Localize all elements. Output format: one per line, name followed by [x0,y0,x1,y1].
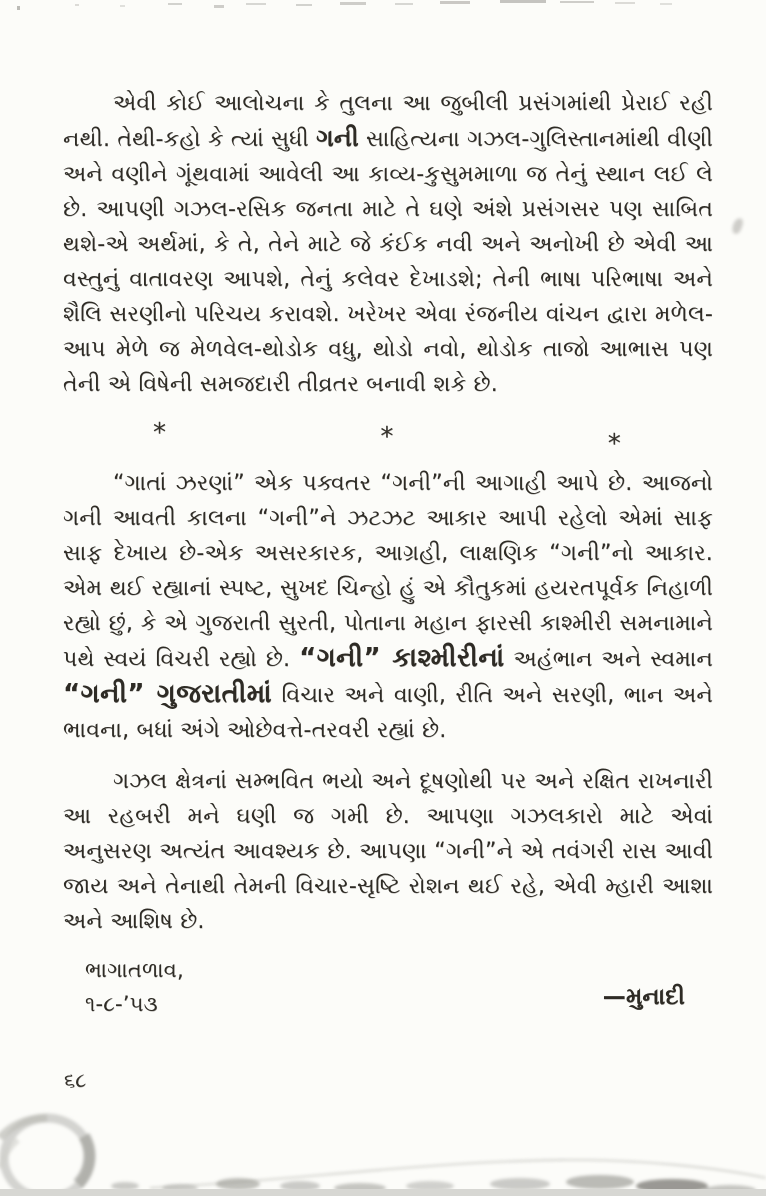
asterisk-symbol: * [153,418,167,448]
gani-bold-text: ગની [316,124,359,152]
paragraph-1-text: એવી કોઈ આલોચના કે તુલના આ જુબીલી પ્રસંગમાંથી પ્રેરાઈ રહી નથી. તેથી-કહો કે ત્યાં સુધી [63,91,713,152]
signoff-author: —મુનાદી [602,984,685,1010]
signoff-block [63,953,713,1021]
scan-edge-bar [0,1189,766,1196]
signoff-place-date [63,953,184,1021]
paragraph-2-text-continued: વિચાર અને વાણી, રીતિ અને સરણી, ભાન અને ભાવના, બધાં અંગે ઓછેવત્તે-તરવરી રહ્યાં છે. [63,683,713,743]
section-separator [63,414,713,466]
right-margin-smudge-artifact [731,217,745,235]
paragraph-2 [63,466,713,748]
crease-line-artifact [150,1160,766,1188]
asterisk-symbol: * [380,422,394,452]
paragraph-3 [63,764,713,939]
signoff-date: ૧-૮-’૫૩ [85,992,158,1016]
top-speckle-artifact [0,0,766,20]
asterisk-symbol: * [607,429,621,459]
body-text [63,86,713,1021]
page-curl-artifact [0,1096,766,1196]
paragraph-3-text: ગઝલ ક્ષેત્રનાં સમ્ભવિત ભયો અને દૂષણોથી પર અને રક્ષિત રાખનારી આ રહબરી મને ઘણી જ ગમી છે. આપણા ગઝલકારો માટે એવાં અનુસરણ અત્યંત આવશ્યક છે. આપણા “ગની”ને એ તવંગરી રાસ આવી જાય અને તેનાથી તેમની વિચાર-સૃષ્ટિ રોશન થઈ રહે, એવી મ્હારી આશા અને આશિષ છે. [63,769,713,934]
page-number: ૬૮ [64,1068,87,1092]
paragraph-2-text: “ગાતાં ઝરણાં” એક પક્વતર “ગની”ની આગાહી આપે છે. આજનો ગની આવતી કાલના “ગની”ને ઝટઝટ આકાર આપી રહેલો એમાં સાફ સાફ દેખાય છે-એક અસરકારક, આગ્રહી, લાક્ષણિક “ગની”નો આકાર. એમ થઈ રહ્યાનાં સ્પષ્ટ, સુખદ ચિન્હો હું એ કૌતુકમાં હયરતપૂર્વક નિહાળી રહ્યો છું, કે એ ગુજરાતી સુરતી, પોતાના મહાન ફારસી કાશ્મીરી સમનામાને પથે સ્વયં વિચરી રહ્યો છે. [63,471,713,672]
gani-gujarati-bold-text: “ગની” ગુજરાતીમાં [63,679,273,709]
paragraph-1 [63,86,713,402]
paragraph-1-text-continued: સાહિત્યના ગઝલ-ગુલિસ્તાનમાંથી વીણી અને વણીને ગૂંથવામાં આવેલી આ કાવ્ય-કુસુમમાળા જ તેનું સ્થાન લઈ લે છે. આપણી ગઝલ-રસિક જનતા માટે તે ઘણે અંશે પ્રસંગસર પણ સાબિત થશે-એ અર્થમાં, કે તે, તેને માટે જે કંઈક નવી અને અનોખી છે એવી આ વસ્તુનું વાતાવરણ આપશે, તેનું કલેવર દેખાડશે; તેની ભાષા પરિભાષા અને શૈલિ સરણીનો પરિચય કરાવશે. ખરેખર એવા રંજનીય વાંચન દ્વારા મળેલ-આપ મેળે જ મેળવેલ-થોડોક વધુ, થોડો નવો, થોડોક તાજો આભાસ પણ તેની એ વિષેની સમજદારી તીવ્રતર બનાવી શકે છે. [63,127,713,397]
paragraph-2-text-mid: અહંભાન અને સ્વમાન [504,647,714,672]
gani-kashmiri-bold-text: “ગની” કાશ્મીરીનાં [299,643,505,673]
signoff-place: ભાગાતળાવ, [85,958,184,982]
